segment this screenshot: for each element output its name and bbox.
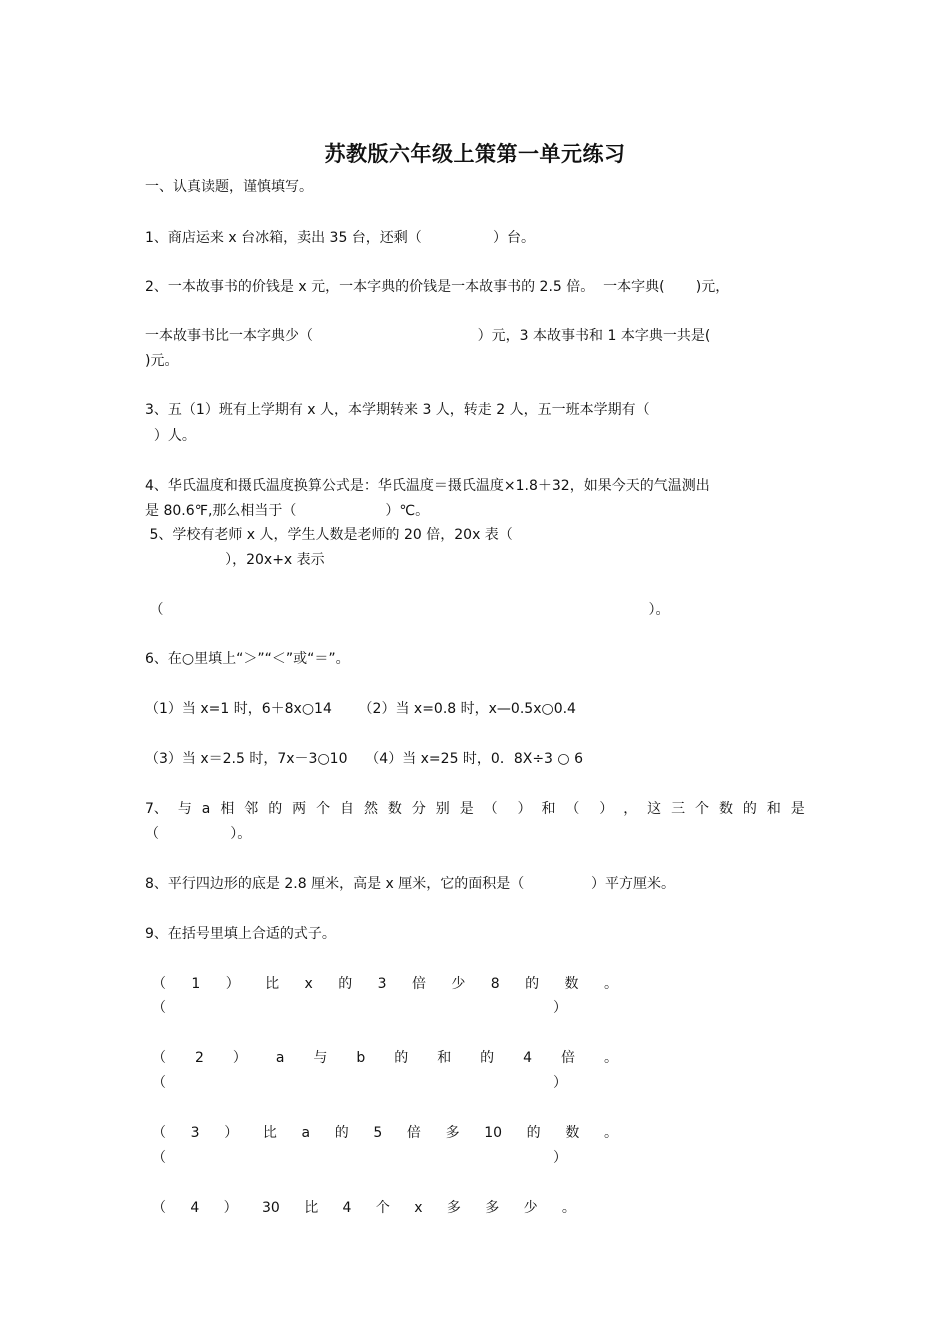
question-3-line-2: ）人。 [145, 428, 196, 444]
question-9-item-1 [152, 974, 618, 994]
answer-close-paren: ） [553, 1000, 567, 1016]
token: ） [232, 1050, 247, 1066]
answer-open-paren: （ [152, 1150, 166, 1166]
token: 分 [411, 801, 426, 817]
token: 3 [190, 1125, 200, 1141]
answer-close-paren: ） [553, 1150, 567, 1166]
token: 和 [541, 801, 556, 817]
token: ） [225, 976, 240, 992]
token: 比 [304, 1200, 319, 1216]
token: 的 [480, 1050, 495, 1066]
token: 两 [292, 801, 307, 817]
question-9-item-2 [152, 1048, 618, 1068]
token: 5 [373, 1125, 383, 1141]
token: 。 [603, 1050, 618, 1066]
question-4-line-1: 4、华氏温度和摄氏温度换算公式是：华氏温度＝摄氏温度×1.8＋32，如果今天的气温测出 [145, 478, 710, 494]
token: x [414, 1200, 423, 1216]
token: 相 [220, 801, 235, 817]
token: 比 [262, 1125, 277, 1141]
question-7-line-2: （ ）。 [145, 826, 252, 842]
token: 是 [459, 801, 474, 817]
token: 的 [338, 976, 353, 992]
token: 4 [190, 1200, 200, 1216]
token: 这 [647, 801, 662, 817]
section-heading: 一、认真读题，谨慎填写。 [145, 179, 313, 195]
token: 数 [387, 801, 402, 817]
token: 。 [561, 1200, 576, 1216]
question-2-line-2: 一本故事书比一本字典少（ ）元，3 本故事书和 1 本字典一共是( [145, 328, 711, 344]
question-9-item-3 [152, 1123, 618, 1143]
token: 邻 [244, 801, 259, 817]
token: 少 [451, 976, 466, 992]
token: 多 [485, 1200, 500, 1216]
token: 和 [766, 801, 781, 817]
token: （ [565, 801, 580, 817]
question-9-item-4 [152, 1198, 576, 1218]
question-6-part-2: （3）当 x＝2.5 时，7x－3○10 （4）当 x=25 时，0．8X÷3 ○ 6 [145, 751, 583, 767]
question-1: 1、商店运来 x 台冰箱，卖出 35 台，还剩（ ）台。 [145, 230, 536, 246]
question-7-line-1 [145, 799, 805, 819]
token: ， [623, 801, 638, 817]
token: ） [224, 1125, 239, 1141]
token: 的 [526, 1125, 541, 1141]
answer-open-paren: （ [152, 1075, 166, 1091]
token: （ [152, 1125, 166, 1141]
token: 个 [695, 801, 710, 817]
token: 数 [718, 801, 733, 817]
token: 4 [523, 1050, 533, 1066]
token: ） [517, 801, 532, 817]
token: （ [483, 801, 498, 817]
token: 4 [342, 1200, 352, 1216]
token: 30 [262, 1200, 280, 1216]
token: 的 [742, 801, 757, 817]
page-title: 苏教版六年级上策第一单元练习 [324, 142, 626, 166]
token: 的 [268, 801, 283, 817]
token: 多 [446, 1200, 461, 1216]
token: 7、 [145, 801, 168, 817]
token: （ [152, 976, 166, 992]
token: （ [152, 1050, 166, 1066]
question-4-line-2: 是 80.6℉,那么相当于（ ）℃。 [145, 503, 430, 519]
token: 倍 [411, 976, 426, 992]
token: 倍 [406, 1125, 421, 1141]
token: 3 [377, 976, 387, 992]
token: 倍 [561, 1050, 576, 1066]
token: 数 [565, 1125, 580, 1141]
question-6: 6、在○里填上“＞”“＜”或“＝”。 [145, 651, 350, 667]
token: 个 [316, 801, 331, 817]
token: 与 [313, 1050, 328, 1066]
token: b [356, 1050, 366, 1066]
token: 三 [671, 801, 686, 817]
answer-open-paren: （ [152, 1000, 166, 1016]
token: 8 [490, 976, 500, 992]
token: （ [152, 1200, 166, 1216]
question-2-line-1: 2、一本故事书的价钱是 x 元，一本字典的价钱是一本故事书的 2.5 倍。 一本字典( )元， [145, 279, 730, 295]
answer-close-paren: ） [553, 1075, 567, 1091]
question-5-line-2: ），20x+x 表示 [145, 552, 325, 568]
token: 。 [603, 976, 618, 992]
token: 的 [334, 1125, 349, 1141]
token: x [304, 976, 313, 992]
token: 与 [177, 801, 192, 817]
token: 的 [394, 1050, 409, 1066]
token: 数 [564, 976, 579, 992]
token: a [275, 1050, 285, 1066]
token: 少 [523, 1200, 538, 1216]
question-6-part-1: （1）当 x=1 时，6＋8x○14 （2）当 x=0.8 时，x—0.5x○0.4 [145, 701, 576, 717]
question-5-line-3: （ ）。 [145, 602, 670, 618]
token: a [301, 1125, 311, 1141]
question-3-line-1: 3、五（1）班有上学期有 x 人，本学期转来 3 人，转走 2 人，五一班本学期有（ [145, 402, 650, 418]
token: 多 [445, 1125, 460, 1141]
token: 的 [525, 976, 540, 992]
question-9: 9、在括号里填上合适的式子。 [145, 926, 336, 942]
token: 1 [191, 976, 201, 992]
token: ） [599, 801, 614, 817]
question-2-line-3: )元。 [145, 353, 179, 369]
token: 10 [484, 1125, 503, 1141]
token: 。 [603, 1125, 618, 1141]
token: 2 [194, 1050, 204, 1066]
token: a [201, 801, 211, 817]
token: ） [223, 1200, 238, 1216]
token: 个 [375, 1200, 390, 1216]
token: 和 [437, 1050, 452, 1066]
token: 然 [363, 801, 378, 817]
token: 别 [435, 801, 450, 817]
token: 比 [265, 976, 280, 992]
token: 自 [340, 801, 355, 817]
question-8: 8、平行四边形的底是 2.8 厘米，高是 x 厘米，它的面积是（ ）平方厘米。 [145, 876, 676, 892]
token: 是 [790, 801, 805, 817]
question-5-line-1: 5、学校有老师 x 人，学生人数是老师的 20 倍，20x 表（ [145, 527, 513, 543]
